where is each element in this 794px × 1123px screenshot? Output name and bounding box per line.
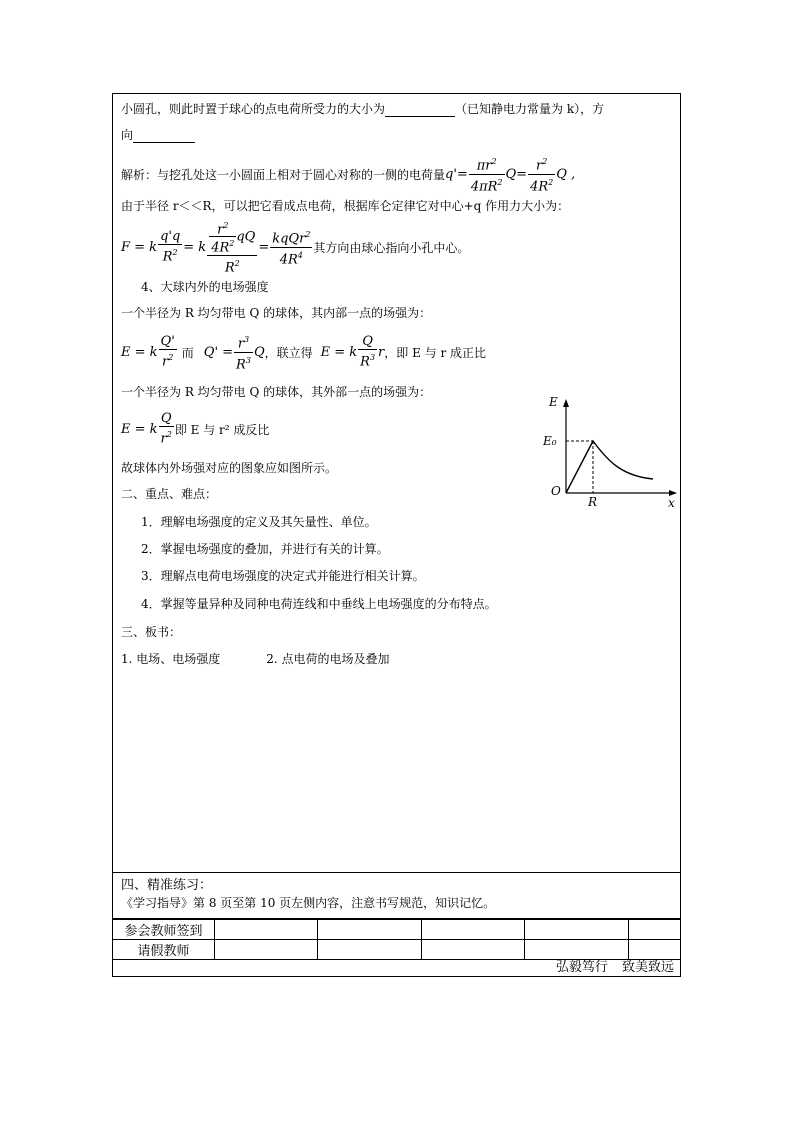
signature-cell[interactable]: [421, 940, 524, 960]
board-items: [121, 651, 390, 667]
intro-direction-label: 向: [121, 128, 134, 142]
signature-cell[interactable]: [318, 920, 421, 940]
signoff-table: [113, 919, 680, 960]
force-frac-3: $\frac{kqQr^2}{4R^4}$: [270, 227, 312, 267]
intro-line-2: [121, 127, 195, 143]
force-formula: F = k: [121, 239, 158, 255]
origin-label: O: [551, 484, 561, 498]
combine-text: ，联立得: [264, 345, 313, 360]
force-frac-1: $\frac{q'q}{R^2}$: [160, 229, 181, 265]
board-item-1: 1. 电场、电场强度: [121, 652, 221, 666]
signoff-row-attend: [113, 920, 680, 940]
y-axis-label: E: [549, 395, 558, 409]
outside-e-formula: E = k: [121, 421, 158, 437]
key-points-title: 二、重点、难点：: [121, 487, 218, 501]
inside-intro: 一个半径为 R 均匀带电 Q 的球体，其内部一点的场强为：: [121, 306, 432, 320]
formula-q: Q=: [505, 166, 528, 182]
x-axis-label: x: [668, 496, 675, 510]
and-text: 而: [181, 345, 194, 360]
answer-blank-2: [133, 129, 195, 143]
graph-note: 故球体内外场强对应的图象应如图所示。: [121, 461, 338, 475]
intro-text-a: 小圆孔，则此时置于球心的点电荷所受力的大小为: [121, 102, 386, 116]
board-item-2: 2. 点电荷的电场及叠加: [266, 652, 390, 666]
force-eq-2: =: [258, 239, 270, 255]
formula-fraction-2: $\frac{r^2}{4R^2}$: [528, 154, 555, 194]
force-formula-line: [121, 216, 469, 278]
outside-frac: $\frac{Q}{r^2}$: [160, 411, 172, 447]
key-point-item: 1．理解电场强度的定义及其矢量性、单位。: [141, 515, 377, 529]
y-axis-arrow: [563, 399, 569, 407]
combined-formula: E = k: [320, 344, 358, 360]
signature-cell[interactable]: [215, 940, 318, 960]
solution-line-2: 由于半径 r＜＜R，可以把它看成点电荷，根据库仑定律它对中心+q 作用力大小为：: [121, 199, 570, 213]
key-point-item: 3．理解点电荷电场强度的决定式并能进行相关计算。: [141, 569, 425, 583]
formula-q-prime: q'=: [445, 166, 468, 182]
leave-label: 请假教师: [113, 940, 215, 960]
practice-text: 《学习指导》第 8 页至第 10 页左侧内容，注意书写规范，知识记忆。: [121, 896, 496, 910]
outside-field-formula: [121, 407, 269, 451]
outside-conclusion: 即 E 与 r² 成反比: [174, 422, 270, 437]
key-point-item: 2．掌握电场强度的叠加，并进行有关的计算。: [141, 542, 389, 556]
practice-title: 四、精准练习：: [121, 878, 213, 893]
formula-fraction-1: $\frac{\pi r^2}{4\pi R^2}$: [469, 154, 505, 194]
force-frac-2: $\frac{r^2}{4R^2}$ qQ $R^2$: [207, 219, 257, 275]
peak-e-label: E₀: [543, 434, 557, 448]
solution-line: [121, 154, 575, 194]
content-section: [113, 94, 680, 873]
intro-line-1: [121, 101, 604, 117]
solution-label: 解析：与挖孔处这一小圆面上相对于圆心对称的一侧的电荷量: [121, 167, 446, 182]
inside-frac-1: $\frac{Q'}{r^2}$: [160, 334, 175, 370]
force-direction-text: 其方向由球心指向小孔中心。: [313, 240, 470, 255]
lesson-plan-frame: [112, 93, 681, 977]
intro-text-b: （已知静电力常量为 k），方: [455, 102, 605, 116]
signature-cell[interactable]: [318, 940, 421, 960]
signature-cell[interactable]: [215, 920, 318, 940]
section4-title: 4、大球内外的电场强度: [141, 280, 269, 294]
practice-section: [113, 872, 680, 919]
signature-cell[interactable]: [421, 920, 524, 940]
inside-field-formula: [121, 330, 486, 374]
field-strength-graph: [523, 394, 683, 514]
inside-conclusion: ，即 E 与 r 成正比: [384, 345, 487, 360]
school-motto: 弘毅笃行 致美致远: [555, 960, 674, 975]
formula-q-end: Q ,: [556, 166, 576, 182]
q-prime-end: Q: [253, 344, 265, 360]
inside-e-formula: E = k: [121, 344, 158, 360]
inside-frac-3: $\frac{Q}{R^3}$: [360, 334, 376, 370]
board-title: 三、板书：: [121, 625, 182, 639]
attend-label: 参会教师签到: [113, 920, 215, 940]
field-curve: [566, 441, 653, 493]
key-point-item: 4．掌握等量异种及同种电荷连线和中垂线上电场强度的分布特点。: [141, 597, 497, 611]
signature-cell[interactable]: [628, 920, 680, 940]
combined-r: r: [378, 344, 385, 360]
peak-r-label: R: [588, 495, 598, 509]
q-prime-formula: Q' =: [203, 344, 234, 360]
answer-blank-1: [385, 103, 455, 117]
inside-frac-2: $\frac{r^3}{R^3}$: [234, 332, 253, 372]
outside-intro: 一个半径为 R 均匀带电 Q 的球体，其外部一点的场强为：: [121, 385, 432, 399]
force-eq-1: = k: [183, 239, 207, 255]
signature-cell[interactable]: [525, 920, 628, 940]
